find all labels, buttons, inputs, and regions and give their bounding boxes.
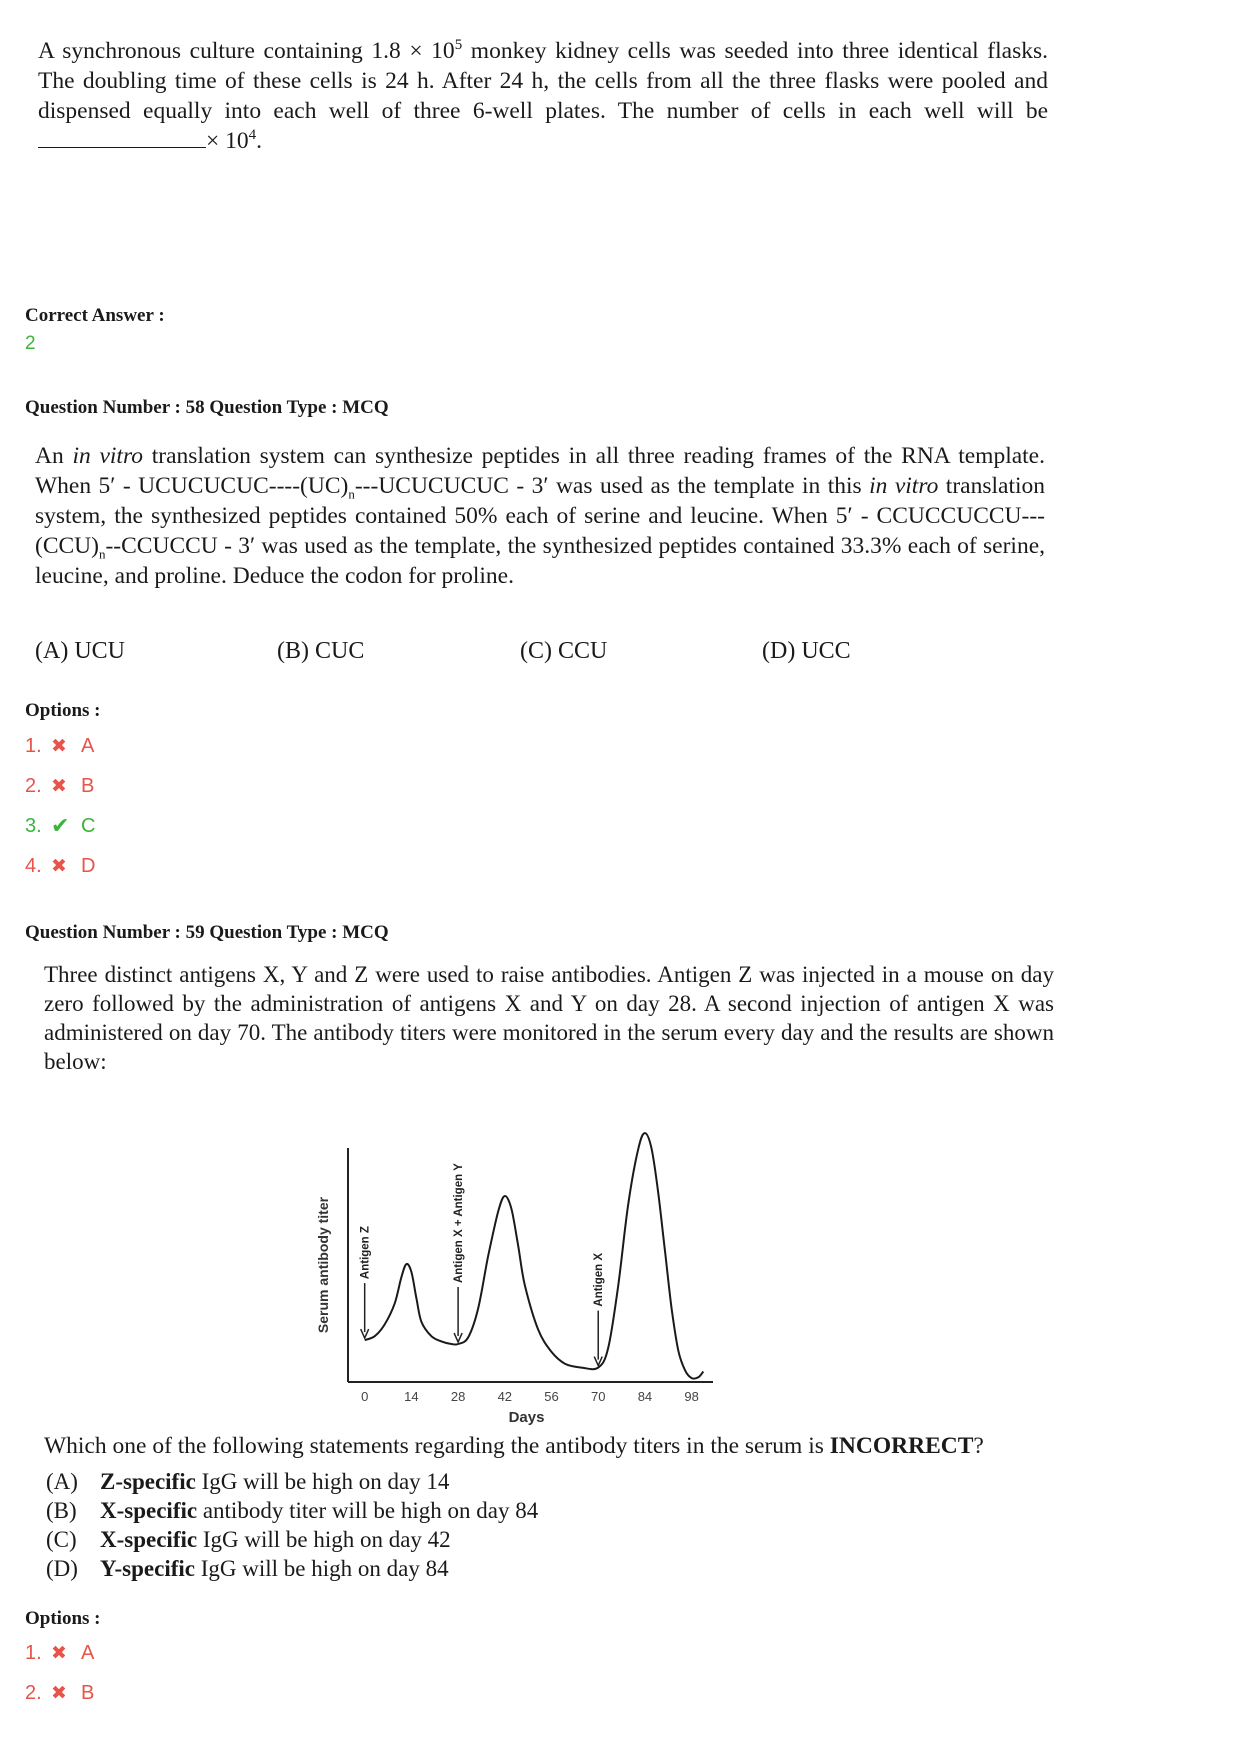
x-tick-label: 84	[637, 1389, 653, 1404]
q59-options-list	[25, 1638, 94, 1708]
q58-header: Question Number : 58 Question Type : MCQ	[25, 397, 389, 418]
q58-question-text: An in vitro translation system can synthesize peptides in all three reading frames of the RNA template. When 5′ - UCUCUCUC-$---(UC)_n--$-UCUCUCUC - 3′ was used as the template in this in vitro translation system, the synthesized peptides contained 50% each of serine and leucine. When 5′ - CCUCCUCCU-$--(CCU)_n-$-CCUCCU - 3′ was used as the template, the synthesized peptides contained 33.3% each of serine, leucine, and proline. Deduce the codon for proline.	[35, 443, 1046, 589]
correct-answer-label: Correct Answer :	[25, 305, 165, 326]
x-tick-label: 0	[361, 1389, 369, 1404]
option-number: 2.	[25, 774, 42, 797]
annotation-label: Antigen Z	[359, 1226, 372, 1280]
x-tick-label: 28	[450, 1389, 466, 1404]
option-number: 4.	[25, 854, 42, 877]
q58-choice-a: (A) UCU	[35, 638, 125, 664]
q59-statements	[46, 1467, 538, 1583]
q59-header: Question Number : 59 Question Type : MCQ	[25, 922, 389, 943]
cross-icon: ✖	[51, 1682, 67, 1704]
x-axis-label: Days	[508, 1409, 545, 1426]
cross-icon: ✖	[51, 735, 67, 757]
option-letter: D	[81, 854, 96, 877]
q59-statement-d: (D) Y-specific IgG will be high on day 84	[46, 1556, 449, 1581]
option-letter: C	[81, 814, 96, 837]
x-tick-label: 14	[404, 1389, 419, 1404]
titer-curve	[365, 1133, 704, 1379]
chart-ticks	[361, 1389, 699, 1404]
chart-annotations	[360, 1163, 606, 1366]
annotation-label: Antigen X + Antigen Y	[453, 1163, 466, 1284]
q58-option-2[interactable]	[25, 771, 95, 801]
cross-icon: ✖	[51, 1642, 67, 1664]
q57-question-text: A synchronous culture containing $1.8 \times 10^5$ monkey kidney cells was seeded into three identical flasks. The doubling time of these cells is 24 h. After 24 h, the cells from all the three flasks were pooled and dispensed equally into each well of three 6-well plates. The number of cells in each well will be × $10^4$.	[38, 37, 1048, 154]
option-letter: B	[81, 774, 95, 797]
q58-options-list	[25, 731, 95, 881]
q59-statement-c: (C) X-specific IgG will be high on day 42	[46, 1527, 451, 1552]
q59-intro-text: Three distinct antigens X, Y and Z were used to raise antibodies. Antigen Z was injected in a mouse on day zero followed by the administration of antigens X and Y on day 28. A second injection of antigen X was administered on day 70. The antibody titers were monitored in the serum every day and the results are shown below:	[44, 962, 1054, 1074]
annotation-arrow	[593, 1253, 605, 1366]
x-tick-label: 70	[590, 1389, 606, 1404]
x-tick-label: 98	[684, 1389, 699, 1404]
q59-option-2[interactable]	[25, 1678, 94, 1708]
q58-option-1[interactable]	[25, 731, 95, 761]
option-letter: B	[81, 1681, 95, 1704]
y-axis-label: Serum antibody titer	[315, 1196, 331, 1334]
chart-series	[365, 1133, 704, 1379]
antibody-titer-chart	[300, 1110, 800, 1435]
x-tick-label: 42	[497, 1389, 513, 1404]
check-icon: ✔	[51, 813, 70, 838]
option-number: 3.	[25, 814, 42, 837]
cross-icon: ✖	[51, 855, 67, 877]
option-number: 1.	[25, 734, 42, 757]
q58-options-label: Options :	[25, 700, 101, 721]
q59-question-line: Which one of the following statements regarding the antibody titers in the serum is INCORRECT?	[44, 1433, 984, 1459]
q59-option-1[interactable]	[25, 1638, 94, 1668]
chart-axes	[348, 1148, 713, 1382]
option-letter: A	[81, 1641, 95, 1664]
q59-options-label: Options :	[25, 1608, 101, 1629]
q59-statement-b: (B) X-specific antibody titer will be high on day 84	[46, 1498, 539, 1523]
q58-choice-b: (B) CUC	[277, 638, 365, 664]
q58-choice-d: (D) UCC	[762, 638, 851, 664]
option-letter: A	[81, 734, 95, 757]
q59-statement-a: (A) Z-specific IgG will be high on day 14	[46, 1469, 450, 1494]
cross-icon: ✖	[51, 775, 67, 797]
x-tick-label: 56	[544, 1389, 559, 1404]
option-number: 2.	[25, 1681, 42, 1704]
q58-choice-c: (C) CCU	[520, 638, 608, 664]
correct-answer-value: 2	[25, 333, 36, 354]
annotation-arrow	[453, 1163, 465, 1342]
q58-option-3[interactable]	[25, 811, 95, 841]
q58-option-4[interactable]	[25, 851, 95, 881]
annotation-arrow	[360, 1226, 372, 1338]
option-number: 1.	[25, 1641, 42, 1664]
answer-blank	[38, 129, 206, 148]
annotation-label: Antigen X	[593, 1252, 606, 1307]
